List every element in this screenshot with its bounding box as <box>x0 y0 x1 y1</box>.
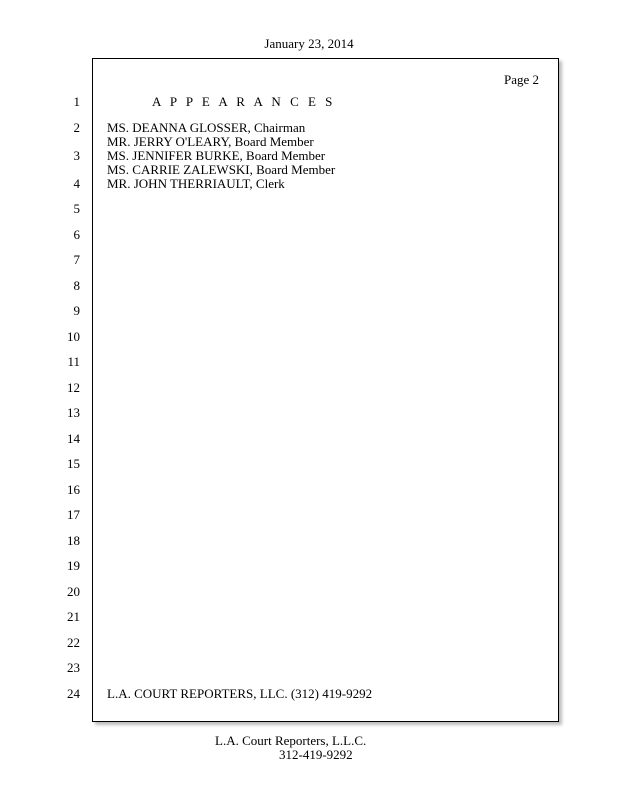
line-number: 19 <box>67 558 80 573</box>
court-reporter-line: L.A. COURT REPORTERS, LLC. (312) 419-9292 <box>107 686 373 701</box>
line-number: 2 <box>73 120 80 135</box>
line-number: 13 <box>67 405 80 420</box>
line-number: 9 <box>73 303 80 318</box>
line-number: 23 <box>67 660 80 675</box>
line-number: 3 <box>73 148 80 163</box>
line-number: 5 <box>73 201 80 216</box>
line-number: 20 <box>67 584 80 599</box>
footer-company: L.A. Court Reporters, L.L.C. <box>215 733 367 748</box>
appearance-entry: MR. JOHN THERRIAULT, Clerk <box>107 176 285 191</box>
line-number: 6 <box>73 227 80 242</box>
line-number: 16 <box>67 482 80 497</box>
appearances-heading: A P P E A R A N C E S <box>152 94 336 109</box>
line-number: 21 <box>67 609 80 624</box>
line-number: 24 <box>67 686 80 701</box>
footer-phone: 312-419-9292 <box>279 747 353 762</box>
page-number: Page 2 <box>503 72 539 87</box>
line-number: 4 <box>73 176 80 191</box>
appearance-entry: MS. JENNIFER BURKE, Board Member <box>107 148 326 163</box>
appearance-entry: MS. CARRIE ZALEWSKI, Board Member <box>107 162 336 177</box>
line-number: 14 <box>67 431 80 446</box>
appearance-entry: MR. JERRY O'LEARY, Board Member <box>107 134 314 149</box>
line-number: 22 <box>67 635 80 650</box>
line-number: 18 <box>67 533 80 548</box>
line-number: 11 <box>67 354 80 369</box>
line-number: 17 <box>67 507 80 522</box>
line-number: 15 <box>67 456 80 471</box>
line-number: 12 <box>67 380 80 395</box>
header-date: January 23, 2014 <box>264 36 354 51</box>
line-number: 8 <box>73 278 80 293</box>
line-number: 1 <box>73 94 80 109</box>
line-number: 10 <box>67 329 80 344</box>
line-number: 7 <box>73 252 80 267</box>
appearance-entry: MS. DEANNA GLOSSER, Chairman <box>107 120 306 135</box>
